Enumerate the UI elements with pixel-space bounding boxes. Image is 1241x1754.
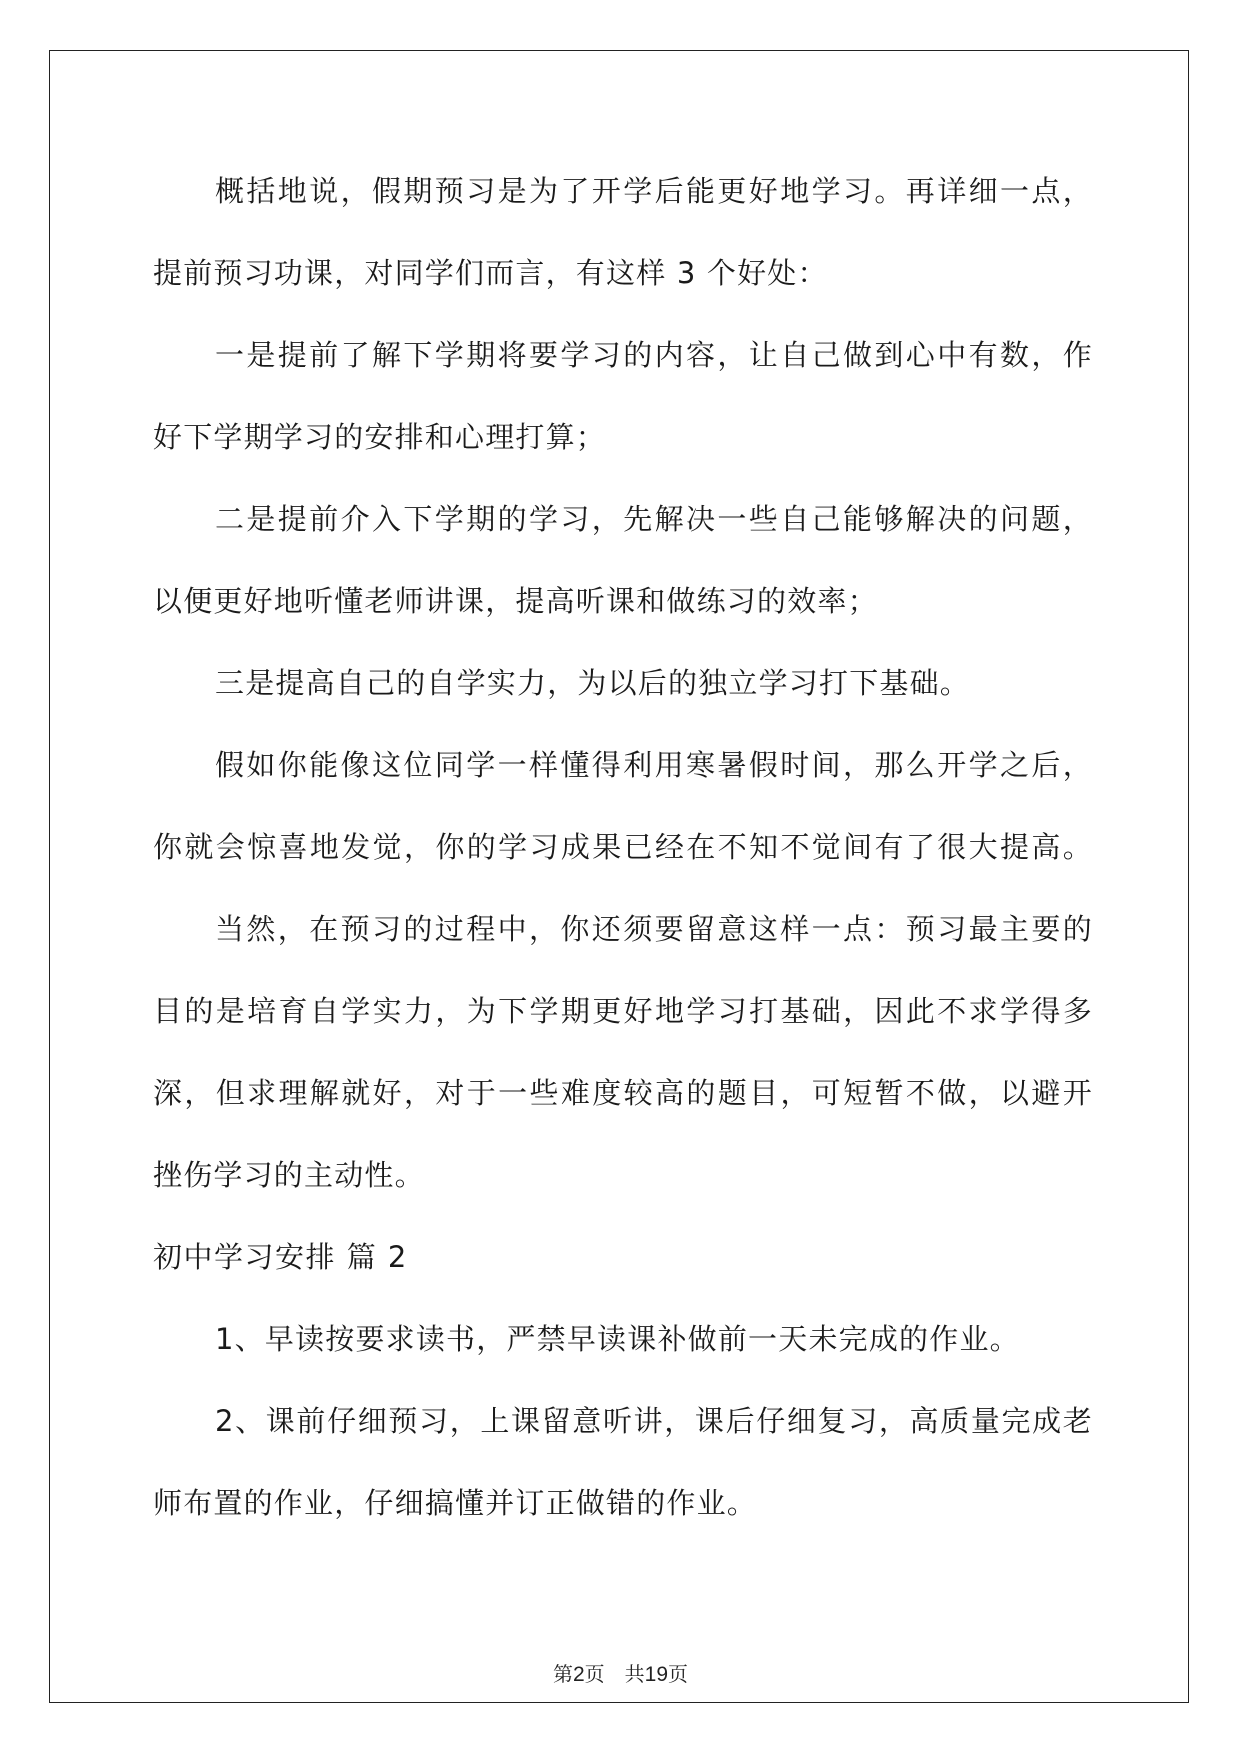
text-line: 当然，在预习的过程中，你还须要留意这样一点：预习最主要的	[215, 912, 1093, 946]
text-line: 师布置的作业，仔细搞懂并订正做错的作业。	[153, 1486, 758, 1520]
page-unit: 页	[584, 1662, 605, 1686]
section-heading: 初中学习安排 篇 2	[153, 1240, 408, 1274]
total-unit: 页	[668, 1662, 689, 1686]
page-footer	[0, 1658, 1241, 1687]
text-line: 以便更好地听懂老师讲课，提高听课和做练习的效率；	[153, 584, 878, 618]
text-line: 好下学期学习的安排和心理打算；	[153, 420, 607, 454]
text-line: 三是提高自己的自学实力，为以后的独立学习打下基础。	[215, 666, 971, 700]
text-line: 假如你能像这位同学一样懂得利用寒暑假时间，那么开学之后，	[215, 748, 1093, 782]
page-prefix: 第	[552, 1662, 573, 1686]
text-line: 提前预习功课，对同学们而言，有这样 3 个好处：	[153, 256, 828, 290]
document-body	[153, 168, 1093, 1562]
text-line: 你就会惊喜地发觉，你的学习成果已经在不知不觉间有了很大提高。	[153, 830, 1093, 864]
text-line: 二是提前介入下学期的学习，先解决一些自己能够解决的问题，	[215, 502, 1093, 536]
text-line: 一是提前了解下学期将要学习的内容，让自己做到心中有数，作	[215, 338, 1093, 372]
total-page-number: 19	[644, 1663, 669, 1686]
text-line: 概括地说，假期预习是为了开学后能更好地学习。再详细一点，	[215, 174, 1093, 208]
text-line: 1、早读按要求读书，严禁早读课补做前一天未完成的作业。	[215, 1322, 1020, 1356]
total-prefix: 共	[624, 1662, 645, 1686]
text-line: 挫伤学习的主动性。	[153, 1158, 425, 1192]
current-page-number: 2	[572, 1663, 585, 1686]
text-line: 2、课前仔细预习，上课留意听讲，课后仔细复习，高质量完成老	[215, 1404, 1093, 1438]
text-line: 目的是培育自学实力，为下学期更好地学习打基础，因此不求学得多	[153, 994, 1093, 1028]
text-line: 深，但求理解就好，对于一些难度较高的题目，可短暂不做，以避开	[153, 1076, 1093, 1110]
